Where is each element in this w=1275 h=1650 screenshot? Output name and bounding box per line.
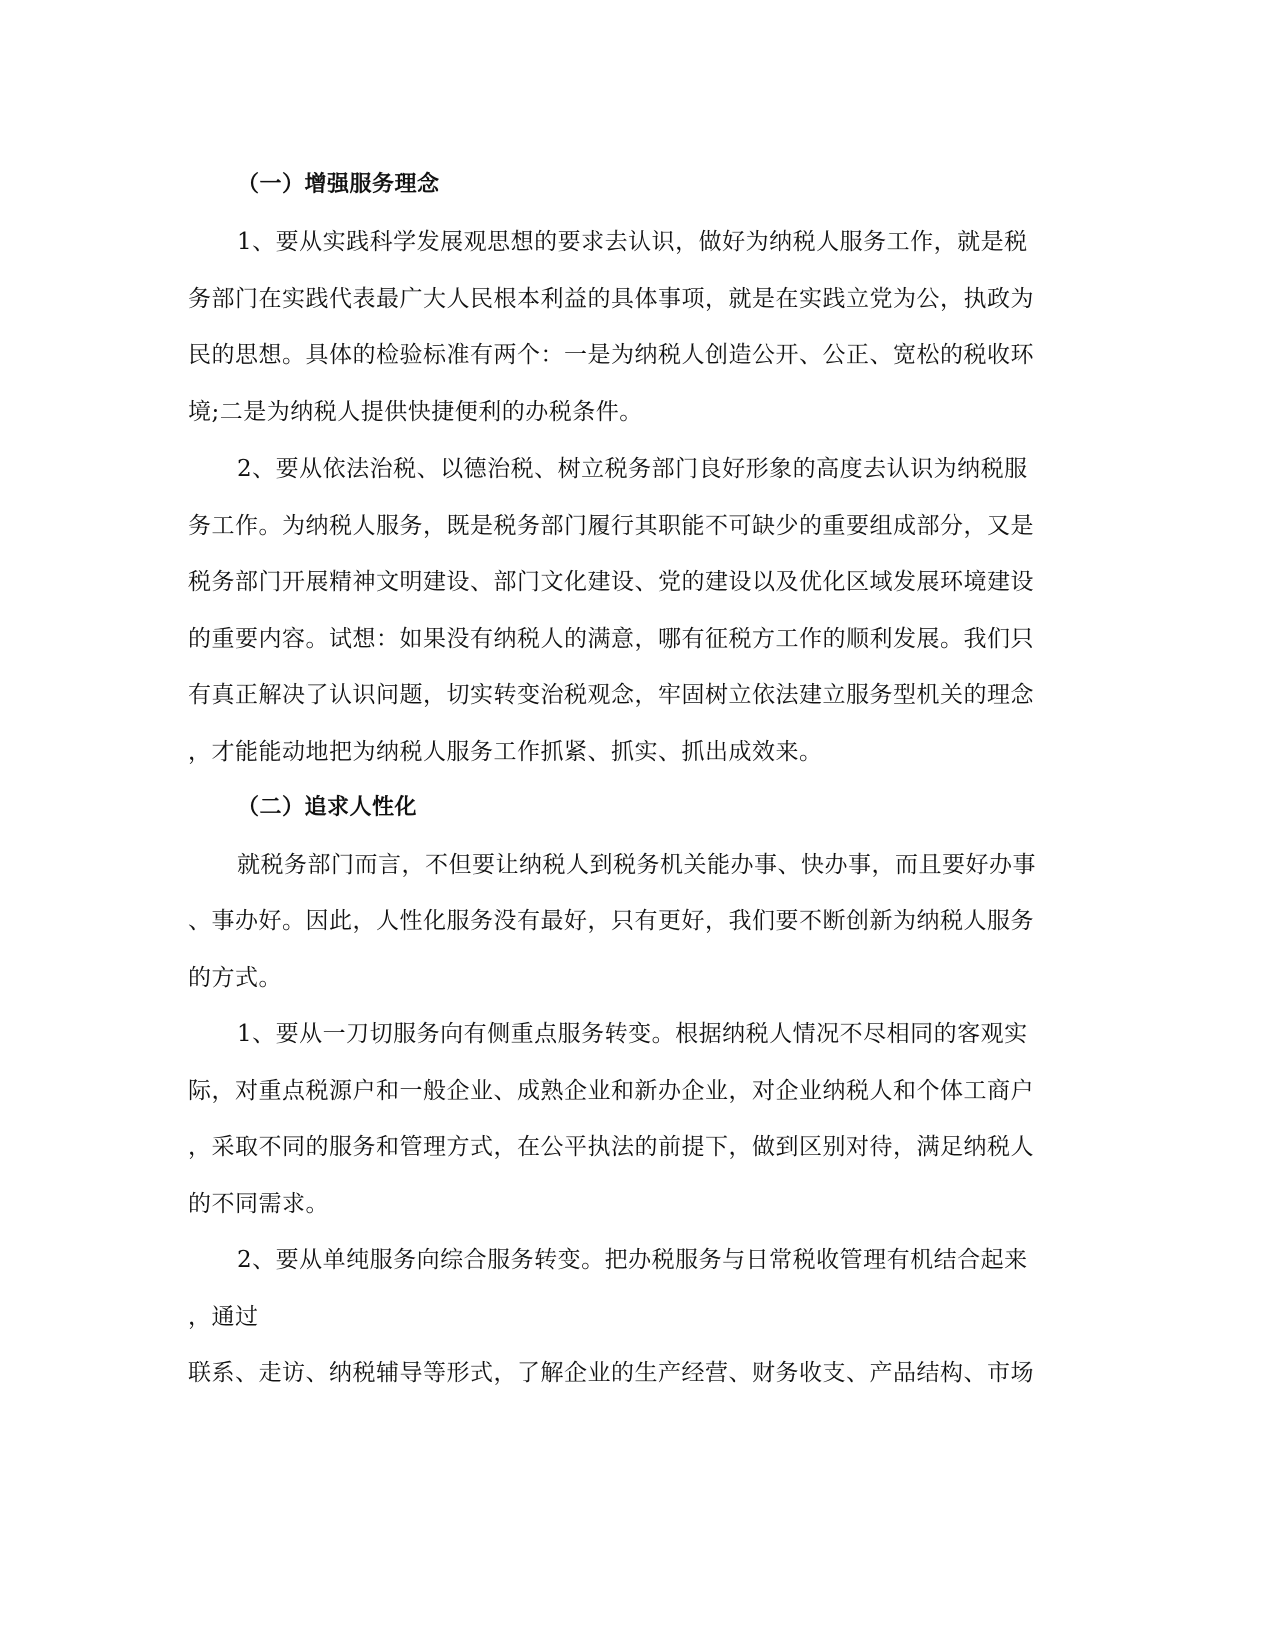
paragraph-line: 2、要从单纯服务向综合服务转变。把办税服务与日常税收管理有机结合起来	[237, 1247, 1028, 1273]
paragraph-line: 2、要从依法治税、以德治税、树立税务部门良好形象的高度去认识为纳税服	[237, 456, 1028, 482]
paragraph-line: 际，对重点税源户和一般企业、成熟企业和新办企业，对企业纳税人和个体工商户	[188, 1078, 1034, 1104]
paragraph-line: 就税务部门而言，不但要让纳税人到税务机关能办事、快办事，而且要好办事	[237, 852, 1036, 878]
paragraph-line: 有真正解决了认识问题，切实转变治税观念，牢固树立依法建立服务型机关的理念	[188, 682, 1034, 708]
paragraph-line: ，才能能动地把为纳税人服务工作抓紧、抓实、抓出成效来。	[188, 739, 823, 765]
paragraph-line: 、事办好。因此，人性化服务没有最好，只有更好，我们要不断创新为纳税人服务	[188, 908, 1034, 934]
paragraph-line: 务工作。为纳税人服务，既是税务部门履行其职能不可缺少的重要组成部分，又是	[188, 513, 1034, 539]
paragraph-line: 税务部门开展精神文明建设、部门文化建设、党的建设以及优化区域发展环境建设	[188, 569, 1034, 595]
paragraph-line: ，采取不同的服务和管理方式，在公平执法的前提下，做到区别对待，满足纳税人	[188, 1134, 1034, 1160]
paragraph-line: 的不同需求。	[188, 1191, 329, 1217]
paragraph-line: 1、要从实践科学发展观思想的要求去认识，做好为纳税人服务工作，就是税	[237, 229, 1028, 255]
section-heading-1: （一）增强服务理念	[237, 172, 440, 197]
paragraph-line: 联系、走访、纳税辅导等形式，了解企业的生产经营、财务收支、产品结构、市场	[188, 1360, 1034, 1386]
paragraph-line: ，通过	[188, 1304, 259, 1330]
paragraph-line: 民的思想。具体的检验标准有两个：一是为纳税人创造公开、公正、宽松的税收环	[188, 342, 1034, 368]
paragraph-line: 务部门在实践代表最广大人民根本利益的具体事项，就是在实践立党为公，执政为	[188, 286, 1034, 312]
section-heading-2: （二）追求人性化	[237, 795, 418, 820]
paragraph-line: 的重要内容。试想：如果没有纳税人的满意，哪有征税方工作的顺利发展。我们只	[188, 626, 1034, 652]
paragraph-line: 1、要从一刀切服务向有侧重点服务转变。根据纳税人情况不尽相同的客观实	[237, 1021, 1028, 1047]
paragraph-line: 境;二是为纳税人提供快捷便利的办税条件。	[188, 399, 643, 425]
paragraph-line: 的方式。	[188, 965, 282, 991]
